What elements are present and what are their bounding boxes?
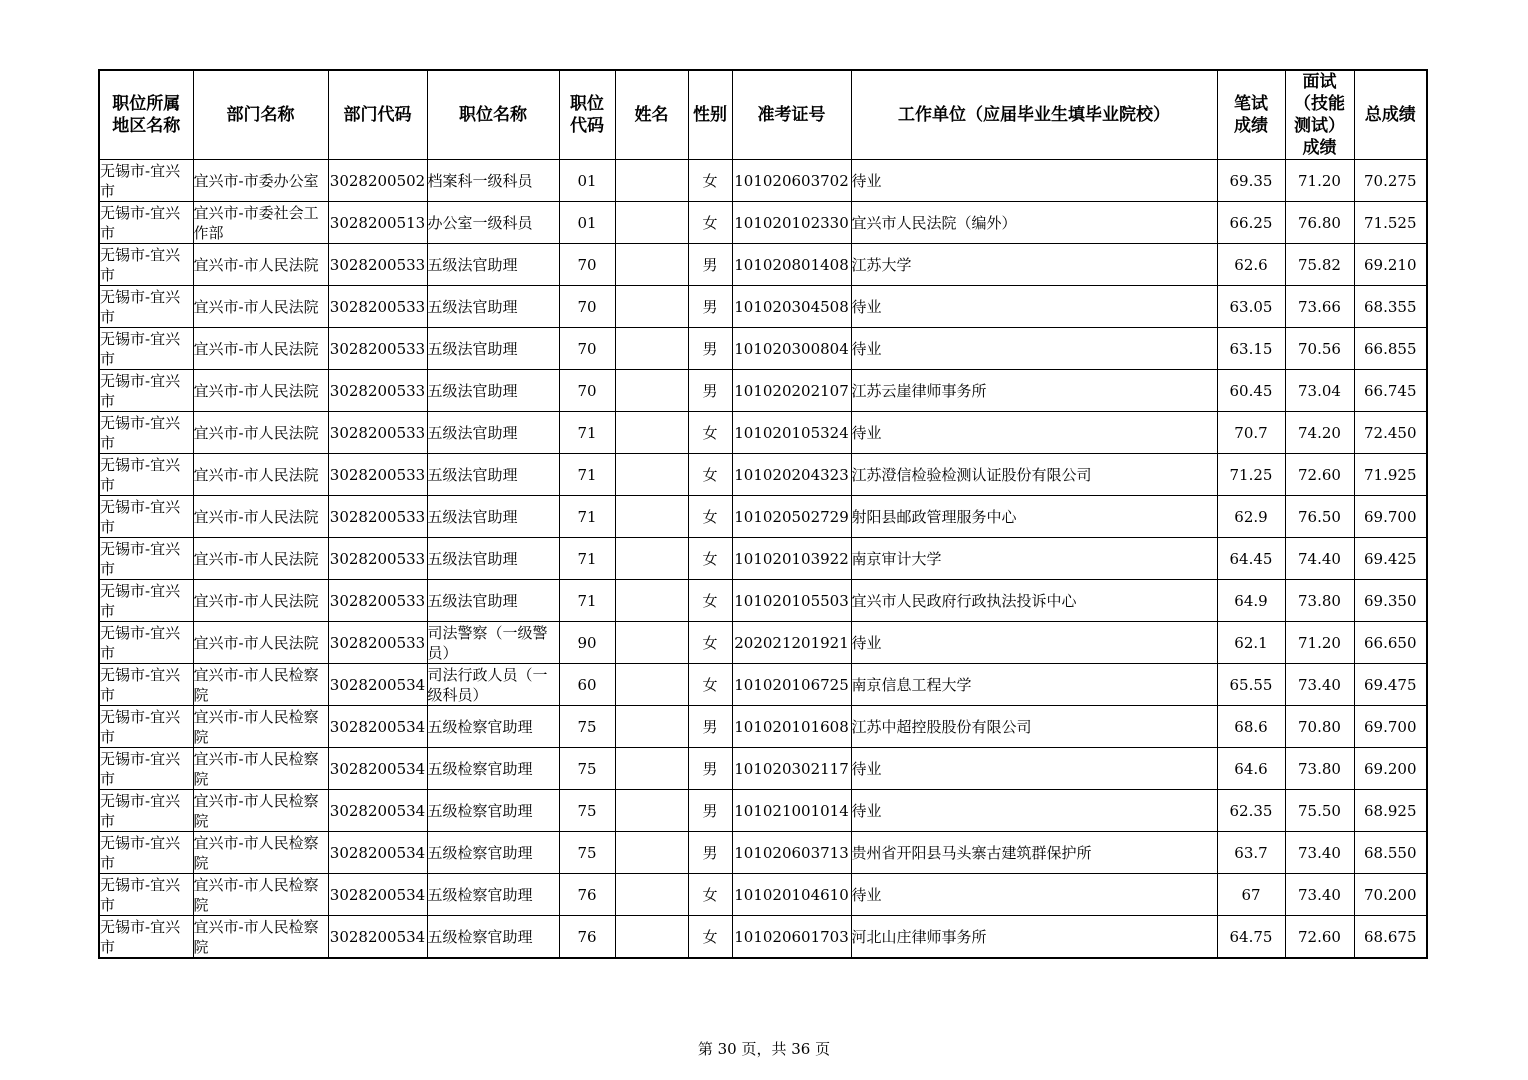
cell-gender: 男 <box>688 832 732 874</box>
cell-region: 无锡市-宜兴市 <box>99 370 193 412</box>
cell-department: 宜兴市-市委社会工作部 <box>193 202 328 244</box>
cell-region: 无锡市-宜兴市 <box>99 328 193 370</box>
cell-position-code: 71 <box>559 538 615 580</box>
cell-total-score: 71.525 <box>1354 202 1427 244</box>
col-header-written-score: 笔试 成绩 <box>1217 70 1285 160</box>
cell-department-code: 3028200534 <box>328 832 427 874</box>
cell-total-score: 68.925 <box>1354 790 1427 832</box>
col-header-total-score: 总成绩 <box>1354 70 1427 160</box>
cell-interview-score: 72.60 <box>1285 916 1354 959</box>
cell-position-code: 90 <box>559 622 615 664</box>
cell-department: 宜兴市-市人民法院 <box>193 496 328 538</box>
cell-gender: 女 <box>688 664 732 706</box>
cell-written-score: 64.75 <box>1217 916 1285 959</box>
cell-employer: 南京信息工程大学 <box>851 664 1217 706</box>
cell-written-score: 63.15 <box>1217 328 1285 370</box>
cell-name <box>615 748 688 790</box>
cell-position-code: 01 <box>559 160 615 202</box>
cell-department-code: 3028200533 <box>328 412 427 454</box>
cell-interview-score: 75.82 <box>1285 244 1354 286</box>
cell-gender: 女 <box>688 160 732 202</box>
cell-total-score: 69.425 <box>1354 538 1427 580</box>
cell-name <box>615 454 688 496</box>
cell-region: 无锡市-宜兴市 <box>99 790 193 832</box>
cell-interview-score: 73.40 <box>1285 874 1354 916</box>
cell-written-score: 64.9 <box>1217 580 1285 622</box>
cell-position: 司法警察（一级警员） <box>427 622 559 664</box>
cell-department-code: 3028200533 <box>328 244 427 286</box>
cell-position: 五级法官助理 <box>427 454 559 496</box>
cell-exam-id: 101020102330 <box>732 202 851 244</box>
cell-region: 无锡市-宜兴市 <box>99 874 193 916</box>
cell-total-score: 69.200 <box>1354 748 1427 790</box>
cell-department-code: 3028200533 <box>328 328 427 370</box>
table-row <box>99 706 1427 748</box>
cell-interview-score: 75.50 <box>1285 790 1354 832</box>
cell-exam-id: 101020300804 <box>732 328 851 370</box>
cell-employer: 待业 <box>851 328 1217 370</box>
cell-written-score: 62.6 <box>1217 244 1285 286</box>
cell-exam-id: 101020502729 <box>732 496 851 538</box>
cell-department-code: 3028200534 <box>328 664 427 706</box>
col-header-gender: 性别 <box>688 70 732 160</box>
cell-employer: 待业 <box>851 790 1217 832</box>
cell-position-code: 70 <box>559 244 615 286</box>
cell-name <box>615 412 688 454</box>
cell-department: 宜兴市-市人民法院 <box>193 286 328 328</box>
cell-department-code: 3028200534 <box>328 916 427 959</box>
cell-position-code: 71 <box>559 580 615 622</box>
cell-region: 无锡市-宜兴市 <box>99 286 193 328</box>
cell-department-code: 3028200534 <box>328 706 427 748</box>
cell-name <box>615 874 688 916</box>
cell-department: 宜兴市-市人民检察院 <box>193 790 328 832</box>
cell-department-code: 3028200533 <box>328 580 427 622</box>
col-header-exam-id: 准考证号 <box>732 70 851 160</box>
cell-department: 宜兴市-市人民法院 <box>193 328 328 370</box>
cell-exam-id: 101020603713 <box>732 832 851 874</box>
cell-department-code: 3028200533 <box>328 286 427 328</box>
table-row <box>99 244 1427 286</box>
cell-employer: 河北山庄律师事务所 <box>851 916 1217 959</box>
cell-total-score: 71.925 <box>1354 454 1427 496</box>
cell-interview-score: 74.20 <box>1285 412 1354 454</box>
cell-total-score: 68.675 <box>1354 916 1427 959</box>
cell-total-score: 69.210 <box>1354 244 1427 286</box>
cell-employer: 江苏云崖律师事务所 <box>851 370 1217 412</box>
table-row <box>99 748 1427 790</box>
table-row <box>99 202 1427 244</box>
cell-written-score: 64.6 <box>1217 748 1285 790</box>
cell-total-score: 70.200 <box>1354 874 1427 916</box>
cell-position: 五级法官助理 <box>427 244 559 286</box>
cell-gender: 女 <box>688 874 732 916</box>
cell-written-score: 62.9 <box>1217 496 1285 538</box>
cell-department: 宜兴市-市人民法院 <box>193 244 328 286</box>
cell-position: 档案科一级科员 <box>427 160 559 202</box>
cell-written-score: 62.35 <box>1217 790 1285 832</box>
cell-department: 宜兴市-市人民法院 <box>193 538 328 580</box>
table-row <box>99 160 1427 202</box>
cell-interview-score: 70.56 <box>1285 328 1354 370</box>
cell-region: 无锡市-宜兴市 <box>99 496 193 538</box>
cell-region: 无锡市-宜兴市 <box>99 244 193 286</box>
cell-position-code: 75 <box>559 790 615 832</box>
cell-department-code: 3028200513 <box>328 202 427 244</box>
cell-total-score: 69.350 <box>1354 580 1427 622</box>
cell-name <box>615 202 688 244</box>
cell-written-score: 67 <box>1217 874 1285 916</box>
table-row <box>99 832 1427 874</box>
cell-interview-score: 73.04 <box>1285 370 1354 412</box>
cell-employer: 宜兴市人民法院（编外） <box>851 202 1217 244</box>
cell-name <box>615 496 688 538</box>
cell-position: 五级检察官助理 <box>427 706 559 748</box>
cell-exam-id: 101020105503 <box>732 580 851 622</box>
col-header-position-code: 职位 代码 <box>559 70 615 160</box>
results-table <box>98 69 1428 959</box>
cell-interview-score: 73.80 <box>1285 748 1354 790</box>
table-row <box>99 916 1427 959</box>
col-header-name: 姓名 <box>615 70 688 160</box>
cell-gender: 男 <box>688 244 732 286</box>
cell-written-score: 64.45 <box>1217 538 1285 580</box>
cell-gender: 男 <box>688 748 732 790</box>
cell-position: 五级法官助理 <box>427 538 559 580</box>
cell-name <box>615 160 688 202</box>
cell-region: 无锡市-宜兴市 <box>99 916 193 959</box>
cell-position: 五级检察官助理 <box>427 832 559 874</box>
cell-written-score: 60.45 <box>1217 370 1285 412</box>
page-footer <box>0 1038 1528 1059</box>
col-header-interview-score: 面试 （技能 测试） 成绩 <box>1285 70 1354 160</box>
cell-department: 宜兴市-市人民检察院 <box>193 664 328 706</box>
cell-exam-id: 101020202107 <box>732 370 851 412</box>
header-row <box>99 70 1427 160</box>
cell-region: 无锡市-宜兴市 <box>99 580 193 622</box>
cell-total-score: 68.355 <box>1354 286 1427 328</box>
cell-written-score: 63.7 <box>1217 832 1285 874</box>
cell-exam-id: 101020304508 <box>732 286 851 328</box>
cell-total-score: 66.855 <box>1354 328 1427 370</box>
cell-gender: 女 <box>688 916 732 959</box>
cell-region: 无锡市-宜兴市 <box>99 160 193 202</box>
cell-interview-score: 73.66 <box>1285 286 1354 328</box>
cell-interview-score: 76.50 <box>1285 496 1354 538</box>
page-number: 第 30 页，共 36 页 <box>697 1040 831 1058</box>
cell-department-code: 3028200533 <box>328 370 427 412</box>
cell-exam-id: 101020106725 <box>732 664 851 706</box>
cell-interview-score: 73.40 <box>1285 664 1354 706</box>
cell-exam-id: 101020105324 <box>732 412 851 454</box>
cell-department: 宜兴市-市人民法院 <box>193 622 328 664</box>
cell-department-code: 3028200502 <box>328 160 427 202</box>
cell-position-code: 01 <box>559 202 615 244</box>
cell-region: 无锡市-宜兴市 <box>99 748 193 790</box>
cell-region: 无锡市-宜兴市 <box>99 454 193 496</box>
cell-position: 五级检察官助理 <box>427 790 559 832</box>
cell-interview-score: 74.40 <box>1285 538 1354 580</box>
cell-department: 宜兴市-市人民检察院 <box>193 706 328 748</box>
cell-department-code: 3028200534 <box>328 874 427 916</box>
cell-employer: 射阳县邮政管理服务中心 <box>851 496 1217 538</box>
cell-region: 无锡市-宜兴市 <box>99 202 193 244</box>
cell-position: 五级法官助理 <box>427 370 559 412</box>
cell-position: 五级检察官助理 <box>427 748 559 790</box>
cell-employer: 宜兴市人民政府行政执法投诉中心 <box>851 580 1217 622</box>
cell-total-score: 69.700 <box>1354 496 1427 538</box>
cell-name <box>615 286 688 328</box>
cell-employer: 待业 <box>851 874 1217 916</box>
cell-total-score: 70.275 <box>1354 160 1427 202</box>
table-row <box>99 538 1427 580</box>
cell-name <box>615 580 688 622</box>
cell-position-code: 75 <box>559 748 615 790</box>
cell-gender: 女 <box>688 454 732 496</box>
cell-gender: 男 <box>688 370 732 412</box>
cell-written-score: 68.6 <box>1217 706 1285 748</box>
cell-exam-id: 101020601703 <box>732 916 851 959</box>
cell-position: 五级法官助理 <box>427 496 559 538</box>
cell-interview-score: 76.80 <box>1285 202 1354 244</box>
cell-employer: 待业 <box>851 286 1217 328</box>
cell-total-score: 72.450 <box>1354 412 1427 454</box>
table-body <box>99 160 1427 959</box>
cell-exam-id: 101020603702 <box>732 160 851 202</box>
cell-name <box>615 706 688 748</box>
cell-employer: 待业 <box>851 412 1217 454</box>
cell-position-code: 60 <box>559 664 615 706</box>
cell-written-score: 63.05 <box>1217 286 1285 328</box>
cell-written-score: 69.35 <box>1217 160 1285 202</box>
cell-position-code: 71 <box>559 496 615 538</box>
table-row <box>99 874 1427 916</box>
cell-department: 宜兴市-市人民法院 <box>193 370 328 412</box>
cell-position-code: 70 <box>559 286 615 328</box>
cell-position: 司法行政人员（一级科员） <box>427 664 559 706</box>
table-row <box>99 622 1427 664</box>
cell-department-code: 3028200534 <box>328 748 427 790</box>
cell-position-code: 76 <box>559 916 615 959</box>
cell-department: 宜兴市-市人民法院 <box>193 580 328 622</box>
cell-position: 五级法官助理 <box>427 328 559 370</box>
cell-exam-id: 101020104610 <box>732 874 851 916</box>
cell-name <box>615 244 688 286</box>
col-header-department-code: 部门代码 <box>328 70 427 160</box>
cell-employer: 贵州省开阳县马头寨古建筑群保护所 <box>851 832 1217 874</box>
cell-gender: 女 <box>688 412 732 454</box>
cell-name <box>615 790 688 832</box>
cell-region: 无锡市-宜兴市 <box>99 622 193 664</box>
cell-position: 五级法官助理 <box>427 286 559 328</box>
cell-name <box>615 664 688 706</box>
cell-exam-id: 202021201921 <box>732 622 851 664</box>
cell-exam-id: 101021001014 <box>732 790 851 832</box>
table-row <box>99 580 1427 622</box>
cell-name <box>615 916 688 959</box>
cell-written-score: 71.25 <box>1217 454 1285 496</box>
cell-region: 无锡市-宜兴市 <box>99 832 193 874</box>
cell-region: 无锡市-宜兴市 <box>99 664 193 706</box>
cell-department: 宜兴市-市人民检察院 <box>193 748 328 790</box>
cell-name <box>615 832 688 874</box>
cell-written-score: 65.55 <box>1217 664 1285 706</box>
cell-exam-id: 101020103922 <box>732 538 851 580</box>
table-row <box>99 412 1427 454</box>
cell-position: 五级检察官助理 <box>427 874 559 916</box>
table-row <box>99 664 1427 706</box>
cell-department: 宜兴市-市人民检察院 <box>193 916 328 959</box>
col-header-position: 职位名称 <box>427 70 559 160</box>
cell-region: 无锡市-宜兴市 <box>99 538 193 580</box>
cell-position: 五级法官助理 <box>427 580 559 622</box>
cell-total-score: 66.650 <box>1354 622 1427 664</box>
table-row <box>99 496 1427 538</box>
cell-total-score: 69.475 <box>1354 664 1427 706</box>
cell-name <box>615 370 688 412</box>
table-row <box>99 454 1427 496</box>
cell-gender: 男 <box>688 790 732 832</box>
cell-position-code: 75 <box>559 706 615 748</box>
cell-exam-id: 101020101608 <box>732 706 851 748</box>
cell-interview-score: 71.20 <box>1285 160 1354 202</box>
cell-position-code: 70 <box>559 370 615 412</box>
cell-name <box>615 622 688 664</box>
cell-name <box>615 328 688 370</box>
cell-employer: 南京审计大学 <box>851 538 1217 580</box>
cell-department: 宜兴市-市人民法院 <box>193 412 328 454</box>
cell-gender: 女 <box>688 202 732 244</box>
cell-department: 宜兴市-市人民检察院 <box>193 832 328 874</box>
cell-exam-id: 101020302117 <box>732 748 851 790</box>
cell-employer: 待业 <box>851 748 1217 790</box>
cell-written-score: 66.25 <box>1217 202 1285 244</box>
cell-gender: 男 <box>688 706 732 748</box>
cell-department-code: 3028200533 <box>328 496 427 538</box>
cell-employer: 待业 <box>851 622 1217 664</box>
cell-interview-score: 70.80 <box>1285 706 1354 748</box>
cell-interview-score: 73.80 <box>1285 580 1354 622</box>
cell-department: 宜兴市-市委办公室 <box>193 160 328 202</box>
col-header-employer: 工作单位（应届毕业生填毕业院校） <box>851 70 1217 160</box>
cell-department: 宜兴市-市人民检察院 <box>193 874 328 916</box>
table-row <box>99 328 1427 370</box>
col-header-department: 部门名称 <box>193 70 328 160</box>
cell-gender: 女 <box>688 580 732 622</box>
cell-position-code: 75 <box>559 832 615 874</box>
cell-gender: 男 <box>688 286 732 328</box>
table-row <box>99 370 1427 412</box>
cell-total-score: 68.550 <box>1354 832 1427 874</box>
cell-department-code: 3028200533 <box>328 622 427 664</box>
cell-position: 五级法官助理 <box>427 412 559 454</box>
cell-total-score: 69.700 <box>1354 706 1427 748</box>
cell-interview-score: 73.40 <box>1285 832 1354 874</box>
cell-department-code: 3028200534 <box>328 790 427 832</box>
cell-employer: 待业 <box>851 160 1217 202</box>
cell-region: 无锡市-宜兴市 <box>99 706 193 748</box>
cell-written-score: 70.7 <box>1217 412 1285 454</box>
cell-total-score: 66.745 <box>1354 370 1427 412</box>
cell-region: 无锡市-宜兴市 <box>99 412 193 454</box>
cell-gender: 男 <box>688 328 732 370</box>
table-row <box>99 790 1427 832</box>
cell-department-code: 3028200533 <box>328 454 427 496</box>
cell-department-code: 3028200533 <box>328 538 427 580</box>
cell-position: 五级检察官助理 <box>427 916 559 959</box>
cell-employer: 江苏澄信检验检测认证股份有限公司 <box>851 454 1217 496</box>
cell-interview-score: 71.20 <box>1285 622 1354 664</box>
cell-position-code: 71 <box>559 412 615 454</box>
cell-position-code: 70 <box>559 328 615 370</box>
col-header-region: 职位所属 地区名称 <box>99 70 193 160</box>
cell-position-code: 71 <box>559 454 615 496</box>
cell-gender: 女 <box>688 622 732 664</box>
cell-written-score: 62.1 <box>1217 622 1285 664</box>
cell-interview-score: 72.60 <box>1285 454 1354 496</box>
cell-department: 宜兴市-市人民法院 <box>193 454 328 496</box>
cell-employer: 江苏中超控股股份有限公司 <box>851 706 1217 748</box>
cell-employer: 江苏大学 <box>851 244 1217 286</box>
cell-position: 办公室一级科员 <box>427 202 559 244</box>
table-row <box>99 286 1427 328</box>
cell-name <box>615 538 688 580</box>
cell-position-code: 76 <box>559 874 615 916</box>
cell-gender: 女 <box>688 538 732 580</box>
cell-gender: 女 <box>688 496 732 538</box>
cell-exam-id: 101020801408 <box>732 244 851 286</box>
cell-exam-id: 101020204323 <box>732 454 851 496</box>
